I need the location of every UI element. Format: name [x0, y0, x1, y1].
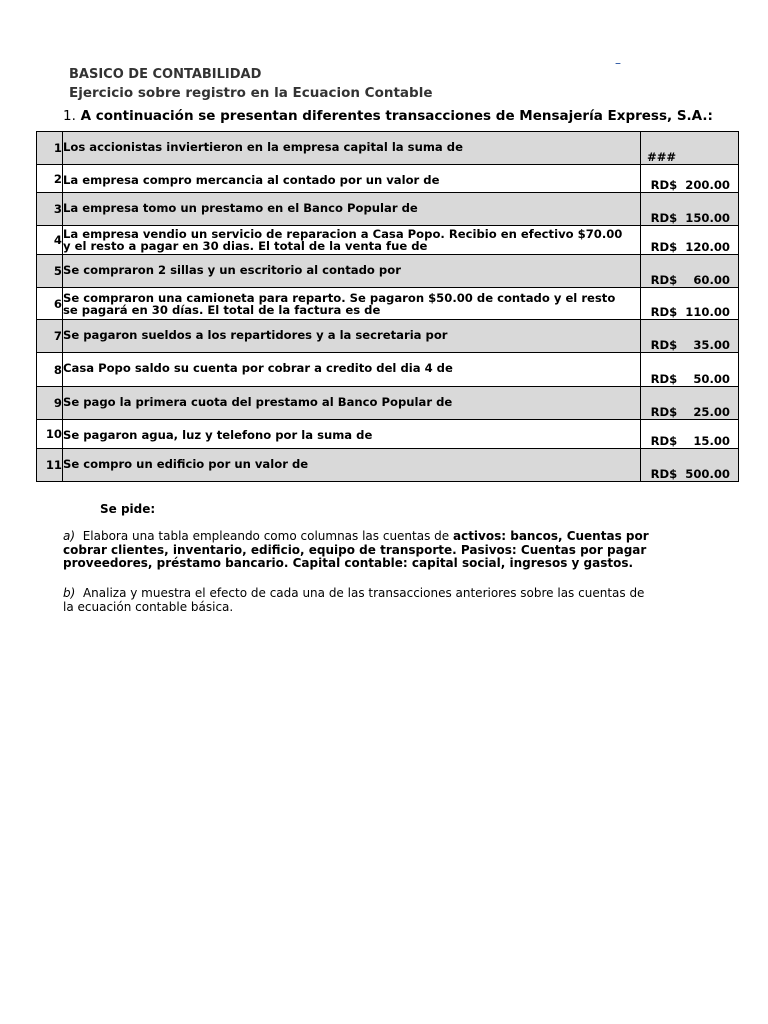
intro-text: A continuación se presentan diferentes transacciones de Mensajería Express, S.A.: — [80, 108, 713, 124]
row-amount — [641, 449, 739, 482]
instruction-b-text: Analiza y muestra el efecto de cada una de las transacciones anteriores sobre las cuentas de la ecuación contable básica. — [63, 586, 645, 614]
table-row — [37, 193, 739, 226]
row-number: 1 — [37, 132, 63, 165]
row-amount — [641, 193, 739, 226]
amount-value: RD$ 110.00 — [650, 305, 730, 319]
row-amount — [641, 353, 739, 387]
row-description — [63, 288, 641, 320]
description-line: La empresa vendio un servicio de reparacion a Casa Popo. Recibio en efectivo $70.00 — [63, 227, 623, 241]
intro-heading — [63, 108, 713, 124]
description-line: Casa Popo saldo su cuenta por cobrar a credito del dia 4 de — [63, 361, 453, 375]
row-number: 4 — [37, 226, 63, 255]
description-line: La empresa compro mercancia al contado por un valor de — [63, 173, 440, 187]
table-row — [37, 132, 739, 165]
row-description — [63, 449, 641, 482]
amount-value: RD$ 500.00 — [650, 467, 730, 481]
instruction-b — [63, 587, 653, 614]
instruction-a-letter: a) — [63, 529, 76, 543]
instruction-a-accounts: activos: bancos, Cuentas por cobrar clientes, inventario, edificio, equipo de transporte. Pasivos: Cuentas por pagar proveedores, préstamo bancario. Capital contable: capital social, ingresos y gastos. — [63, 529, 649, 570]
amount-value: RD$ 200.00 — [650, 178, 730, 192]
se-pide-label: Se pide: — [100, 502, 156, 516]
transactions-table — [36, 131, 739, 482]
row-amount — [641, 320, 739, 353]
row-description — [63, 255, 641, 288]
description-line: Los accionistas inviertieron en la empresa capital la suma de — [63, 140, 463, 154]
row-description — [63, 226, 641, 255]
document-subtitle: Ejercicio sobre registro en la Ecuacion Contable — [69, 85, 433, 101]
amount-value: RD$ 15.00 — [650, 434, 730, 448]
description-line: Se compraron 2 sillas y un escritorio al contado por — [63, 263, 401, 277]
row-description — [63, 320, 641, 353]
table-row — [37, 449, 739, 482]
row-description — [63, 353, 641, 387]
row-description — [63, 132, 641, 165]
row-description — [63, 420, 641, 449]
row-amount — [641, 165, 739, 193]
description-line: y el resto a pagar en 30 dias. El total de la venta fue de — [63, 239, 428, 253]
amount-value: RD$ 35.00 — [650, 338, 730, 352]
description-line: se pagará en 30 días. El total de la factura es de — [63, 302, 381, 317]
instruction-a-text: Elabora una tabla empleando como columnas las cuentas de — [82, 529, 453, 543]
row-amount — [641, 387, 739, 420]
amount-value: RD$ 25.00 — [650, 405, 730, 419]
row-number: 8 — [37, 353, 63, 387]
description-line: Se pago la primera cuota del prestamo al Banco Popular de — [63, 395, 453, 409]
row-amount — [641, 420, 739, 449]
table-row — [37, 255, 739, 288]
row-description — [63, 165, 641, 193]
table-row — [37, 387, 739, 420]
amount-value: RD$ 120.00 — [650, 240, 730, 254]
row-number: 5 — [37, 255, 63, 288]
row-number: 9 — [37, 387, 63, 420]
row-description — [63, 387, 641, 420]
table-row — [37, 288, 739, 320]
row-number: 2 — [37, 165, 63, 193]
row-amount — [641, 226, 739, 255]
row-amount — [641, 255, 739, 288]
amount-value: RD$ 150.00 — [650, 211, 730, 225]
row-number: 10 — [37, 420, 63, 449]
row-amount — [641, 132, 739, 165]
table-row — [37, 353, 739, 387]
intro-number: 1. — [63, 108, 76, 124]
table-row — [37, 320, 739, 353]
table-row — [37, 165, 739, 193]
amount-value: ### — [647, 150, 677, 164]
description-line: Se pagaron agua, luz y telefono por la suma de — [63, 428, 373, 442]
description-line: Se pagaron sueldos a los repartidores y a la secretaria por — [63, 328, 448, 342]
instruction-a — [63, 530, 653, 571]
table-row — [37, 420, 739, 449]
row-amount — [641, 288, 739, 320]
description-line: La empresa tomo un prestamo en el Banco Popular de — [63, 201, 418, 215]
row-number: 7 — [37, 320, 63, 353]
instruction-b-letter: b) — [63, 586, 76, 600]
row-number: 11 — [37, 449, 63, 482]
table-row — [37, 226, 739, 255]
amount-value: RD$ 60.00 — [650, 273, 730, 287]
row-description — [63, 193, 641, 226]
description-line: Se compraron una camioneta para reparto. Se pagaron $50.00 de contado y el resto — [63, 290, 616, 305]
amount-value: RD$ 50.00 — [650, 372, 730, 386]
document-title: BASICO DE CONTABILIDAD — [69, 67, 262, 82]
corner-mark: – — [615, 56, 621, 70]
description-line: Se compro un edificio por un valor de — [63, 457, 309, 471]
row-number: 3 — [37, 193, 63, 226]
row-number: 6 — [37, 288, 63, 320]
